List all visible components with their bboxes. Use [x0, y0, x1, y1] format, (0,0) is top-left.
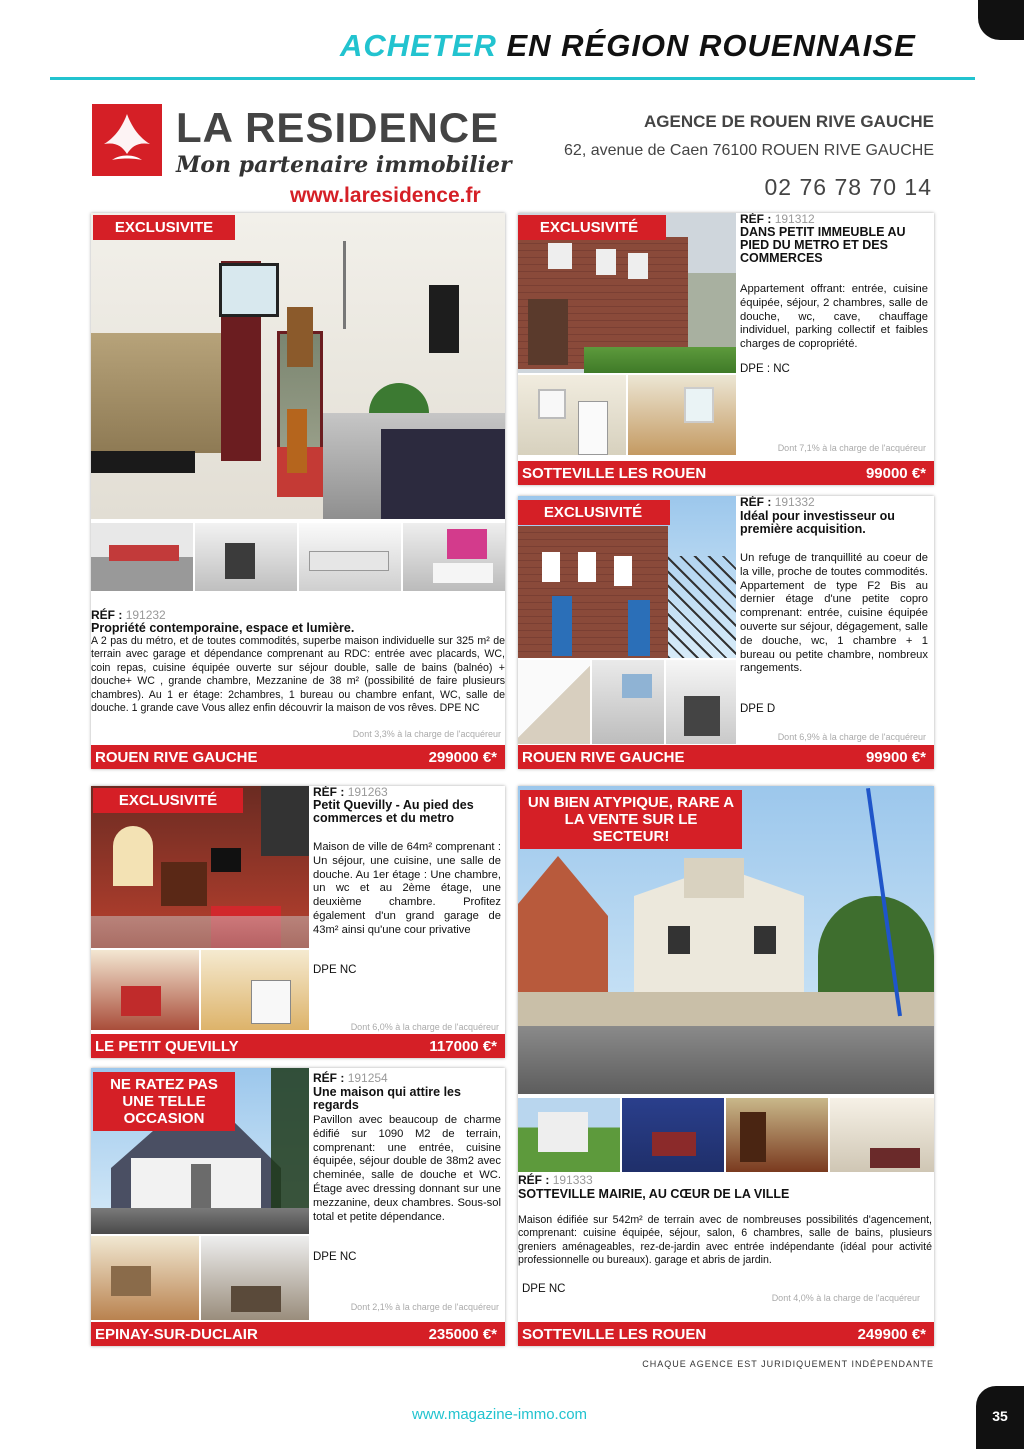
listing-dpe: DPE D — [740, 703, 776, 715]
brand-name: LA RESIDENCE — [176, 104, 500, 151]
footer-disclaimer: CHAQUE AGENCE EST JURIDIQUEMENT INDÉPENDANTE — [642, 1359, 934, 1369]
header-divider — [50, 77, 975, 80]
listing-ref-number: 191332 — [774, 496, 815, 509]
listing-dpe: DPE NC — [522, 1283, 566, 1295]
listing-ref-number: 191333 — [552, 1173, 593, 1187]
listing-description: Maison édifiée sur 542m² de terrain avec de nombreuses possibilités d'agencement, comprenant: cuisine équipée, séjour, salon, 6 chambres, salle de bains, plusieurs greniers aménageables, rez-de-jardin avec entrée indépendante (idéal pour activité professionnelle ou bureaux). garage et abris de jardin. — [518, 1214, 932, 1267]
listing-price-bar — [91, 1322, 505, 1346]
footer-website-link[interactable]: www.magazine-immo.com — [412, 1406, 588, 1423]
listing-price: 249900 €* — [857, 1325, 926, 1343]
listing-title: Petit Quevilly - Au pied des commerces et du metro — [313, 798, 474, 825]
listing-card-191312[interactable] — [518, 213, 934, 485]
page-title-part1: ACHETER — [340, 28, 497, 63]
listing-description: Maison de ville de 64m² comprenant : Un séjour, une cuisine, une salle de douche. Au 1er étage : Une chambre, un wc et au 2ème étage, une deuxième chambre. Profitez également d'un grand garage de 43m² ainsi qu'une cour privative — [313, 841, 501, 936]
listing-price: 117000 €* — [429, 1037, 497, 1055]
listing-price-bar — [518, 745, 934, 769]
listing-title: SOTTEVILLE MAIRIE, AU CŒUR DE LA VILLE — [518, 1187, 790, 1201]
listing-location: SOTTEVILLE LES ROUEN — [522, 464, 707, 482]
listing-price: 299000 €* — [428, 748, 497, 766]
listing-price: 99900 €* — [865, 748, 926, 766]
listing-ref-label: RÉF : — [518, 1173, 550, 1187]
brand-logo-icon — [92, 104, 162, 176]
agency-phone[interactable]: 02 76 78 70 14 — [764, 174, 932, 200]
listing-thumb-3 — [666, 660, 736, 744]
listing-price-bar — [91, 1034, 505, 1058]
listing-thumb-2 — [592, 660, 664, 744]
listing-badge: EXCLUSIVITE — [93, 215, 235, 240]
listing-ref — [740, 496, 815, 509]
brand-tagline: Mon partenaire immobilier — [176, 152, 512, 178]
listing-ref-number: 191232 — [125, 608, 166, 622]
listing-description: Pavillon avec beaucoup de charme édifié sur 1090 M2 de terrain, comprenant: une entrée, cuisine équipée, séjour double de 38m2 avec cheminée, salle de douche et WC. Étage avec dressing donnant sur une mezzanine, deux chambres. Sous-sol total et petite dépendance. — [313, 1114, 501, 1223]
listing-card-191332[interactable] — [518, 496, 934, 769]
listing-ref-label: RÉF : — [740, 496, 772, 509]
agency-name: AGENCE DE ROUEN RIVE GAUCHE — [644, 112, 934, 131]
listing-thumb-1 — [91, 523, 193, 591]
brand-website-link[interactable]: www.laresidence.fr — [290, 184, 481, 207]
listing-thumb-2 — [622, 1098, 724, 1172]
listing-card-191263[interactable] — [91, 786, 505, 1058]
listing-badge: EXCLUSIVITÉ — [93, 788, 243, 813]
listing-price-bar — [518, 461, 934, 485]
listing-thumb-4 — [830, 1098, 934, 1172]
listing-title: Une maison qui attire les regards — [313, 1085, 461, 1112]
listing-ref-label: RÉF : — [91, 608, 123, 622]
listing-ref-label: RÉF : — [740, 213, 772, 226]
listing-description: A 2 pas du métro, et de toutes commodités, superbe maison individuelle sur 325 m² de terrain avec garage et dépendance comprenant au RDC: entrée avec placards, WC, coin repas, cuisine équipée ouverte sur séjour double, salle de bains (balnéo) + douche+ WC , grande chambre, Mezzanine de 38 m² (possibilité de faire plusieurs chambres). Au 1 er étage: 2chambres, 1 bureau ou chambre enfant, WC, salle de douche. 1 grande cave Vous allez enfin découvrir la maison de vos rêves. DPE NC — [91, 635, 505, 715]
listing-fee-note: Dont 4,0% à la charge de l'acquéreur — [771, 1293, 920, 1303]
listing-description: Un refuge de tranquillité au coeur de la ville, proche de toutes commodités. Appartement de type F2 Bis au dernier étage d'une petite copro comprenant: entrée, cuisine équipée ouverte sur séjour, dégagement, salle de douche, wc, 1 chambre + 1 bureau ou petite chambre, nombreux rangements. — [740, 552, 928, 675]
listing-card-191254[interactable] — [91, 1068, 505, 1346]
listing-thumb-1 — [518, 375, 626, 455]
listing-ref-number: 191312 — [774, 213, 815, 226]
listing-price-bar — [518, 1322, 934, 1346]
listing-badge: EXCLUSIVITÉ — [518, 500, 670, 525]
listing-card-191333[interactable] — [518, 786, 934, 1346]
listing-location: LE PETIT QUEVILLY — [95, 1037, 239, 1055]
listing-price: 99000 €* — [865, 464, 926, 482]
listing-thumb-2 — [201, 950, 309, 1030]
listing-thumb-3 — [726, 1098, 828, 1172]
listing-fee-note: Dont 3,3% à la charge de l'acquéreur — [352, 729, 501, 739]
listing-thumb-1 — [518, 1098, 620, 1172]
listing-ref — [518, 1174, 593, 1187]
page-title-part2: EN RÉGION ROUENNAISE — [506, 28, 916, 63]
listing-title: Propriété contemporaine, espace et lumière. — [91, 621, 355, 635]
listing-card-191232[interactable] — [91, 213, 505, 769]
listing-badge: UN BIEN ATYPIQUE, RARE A LA VENTE SUR LE SECTEUR! — [520, 790, 742, 849]
listing-thumb-3 — [299, 523, 401, 591]
listing-title: DANS PETIT IMMEUBLE AU PIED DU METRO ET DES COMMERCES — [740, 225, 906, 265]
listing-thumb-4 — [403, 523, 505, 591]
listing-description: Appartement offrant: entrée, cuisine équipée, séjour, 2 chambres, salle de douche, wc, cave, chauffage individuel, parking collectif et faibles charges de copropriété. — [740, 283, 928, 351]
listing-thumb-2 — [628, 375, 736, 455]
listing-thumb-1 — [91, 950, 199, 1030]
corner-decoration — [978, 0, 1024, 40]
listing-ref-number: 191254 — [347, 1071, 388, 1085]
listing-ref-label: RÉF : — [313, 1071, 345, 1085]
listing-thumb-1 — [518, 660, 590, 744]
listing-ref-label: RÉF : — [313, 786, 345, 799]
page-title — [340, 28, 960, 64]
listing-badge: EXCLUSIVITÉ — [518, 215, 666, 240]
listing-title: Idéal pour investisseur ou première acquisition. — [740, 509, 895, 536]
listing-photo-main — [91, 213, 505, 519]
agency-address: 62, avenue de Caen 76100 ROUEN RIVE GAUCHE — [564, 142, 934, 159]
listing-ref-number: 191263 — [347, 786, 388, 799]
listing-thumb-1 — [91, 1236, 199, 1320]
listing-location: EPINAY-SUR-DUCLAIR — [95, 1325, 258, 1343]
listing-fee-note: Dont 6,9% à la charge de l'acquéreur — [777, 732, 926, 742]
listing-fee-note: Dont 6,0% à la charge de l'acquéreur — [350, 1022, 499, 1032]
listing-thumb-2 — [201, 1236, 309, 1320]
listing-price-bar — [91, 745, 505, 769]
listing-thumb-2 — [195, 523, 297, 591]
page-number: 35 — [976, 1386, 1024, 1449]
listing-fee-note: Dont 2,1% à la charge de l'acquéreur — [350, 1302, 499, 1312]
listing-dpe: DPE NC — [313, 964, 357, 976]
listing-location: ROUEN RIVE GAUCHE — [95, 748, 258, 766]
listing-location: SOTTEVILLE LES ROUEN — [522, 1325, 707, 1343]
listing-price: 235000 €* — [428, 1325, 497, 1343]
listing-dpe: DPE : NC — [740, 363, 790, 375]
listing-fee-note: Dont 7,1% à la charge de l'acquéreur — [777, 443, 926, 453]
listing-dpe: DPE NC — [313, 1251, 357, 1263]
listing-location: ROUEN RIVE GAUCHE — [522, 748, 685, 766]
listing-badge: NE RATEZ PAS UNE TELLE OCCASION — [93, 1072, 235, 1131]
listing-ref — [313, 1072, 388, 1085]
